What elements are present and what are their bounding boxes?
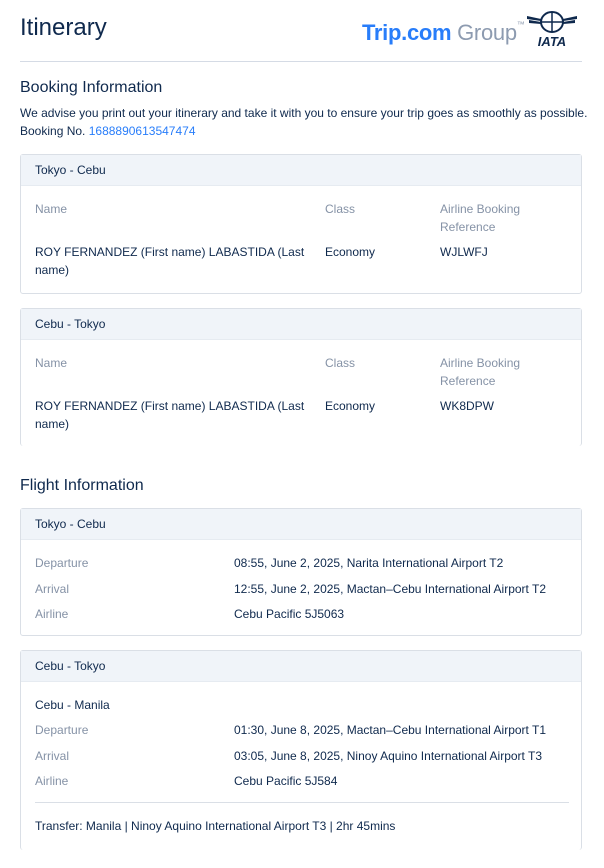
- departure-label: Departure: [35, 723, 89, 737]
- departure-value: 08:55, June 2, 2025, Narita International Airport T2: [234, 556, 504, 570]
- passenger-name: ROY FERNANDEZ (First name) LABASTIDA (Last name): [35, 399, 305, 431]
- booking-section-title: Booking Information: [20, 79, 163, 96]
- class-column-label: Class: [325, 356, 356, 370]
- departure-label: Departure: [35, 556, 89, 570]
- flight-segment-route: Cebu - Manila: [35, 698, 110, 712]
- iata-logo: [526, 10, 578, 48]
- logo-trip-group: Group: [457, 20, 517, 45]
- iata-logo-text: IATA: [537, 34, 567, 48]
- booking-card-route: Cebu - Tokyo: [21, 309, 581, 340]
- transfer-divider: [35, 802, 569, 803]
- reference-column-label: Airline Booking Reference: [440, 356, 521, 388]
- airline-label: Airline: [35, 774, 69, 788]
- name-column-label: Name: [35, 356, 68, 370]
- flight-card-route: Cebu - Tokyo: [21, 651, 581, 682]
- airline-booking-reference: WJLWFJ: [440, 245, 488, 259]
- passenger-name: ROY FERNANDEZ (First name) LABASTIDA (Last name): [35, 245, 305, 277]
- arrival-label: Arrival: [35, 582, 70, 596]
- airline-value: Cebu Pacific 5J5063: [234, 607, 345, 621]
- arrival-value: 12:55, June 2, 2025, Mactan–Cebu International Airport T2: [234, 582, 546, 596]
- class-column-label: Class: [325, 202, 356, 216]
- trip-com-group-logo: [362, 20, 524, 46]
- transfer-info: Transfer: Manila | Ninoy Aquino International Airport T3 | 2hr 45mins: [35, 819, 396, 833]
- booking-card-route: Tokyo - Cebu: [21, 155, 581, 186]
- departure-value: 01:30, June 8, 2025, Mactan–Cebu International Airport T1: [234, 723, 546, 737]
- logo-trip-brand: Trip.com: [362, 20, 452, 45]
- header-divider: [20, 61, 582, 62]
- arrival-value: 03:05, June 8, 2025, Ninoy Aquino International Airport T3: [234, 749, 542, 763]
- flight-section-title: Flight Information: [20, 477, 144, 494]
- booking-number-label: Booking No.: [20, 124, 86, 138]
- booking-number: [20, 124, 196, 138]
- cabin-class: Economy: [325, 399, 376, 413]
- booking-number-link[interactable]: 1688890613547474: [88, 124, 196, 138]
- flight-card: [20, 508, 582, 636]
- cabin-class: Economy: [325, 245, 376, 259]
- flight-card-route: Tokyo - Cebu: [21, 509, 581, 540]
- airline-value: Cebu Pacific 5J584: [234, 774, 338, 788]
- booking-card: [20, 154, 582, 294]
- name-column-label: Name: [35, 202, 68, 216]
- flight-card: [20, 650, 582, 850]
- logo-trip-tm: ™: [516, 20, 525, 29]
- booking-card: [20, 308, 582, 446]
- arrival-label: Arrival: [35, 749, 70, 763]
- airline-booking-reference: WK8DPW: [440, 399, 494, 413]
- airline-label: Airline: [35, 607, 69, 621]
- page-title: Itinerary: [20, 14, 107, 41]
- reference-column-label: Airline Booking Reference: [440, 202, 521, 234]
- print-advice-text: We advise you print out your itinerary and take it with you to ensure your trip goes as smoothly as possible.: [20, 106, 588, 120]
